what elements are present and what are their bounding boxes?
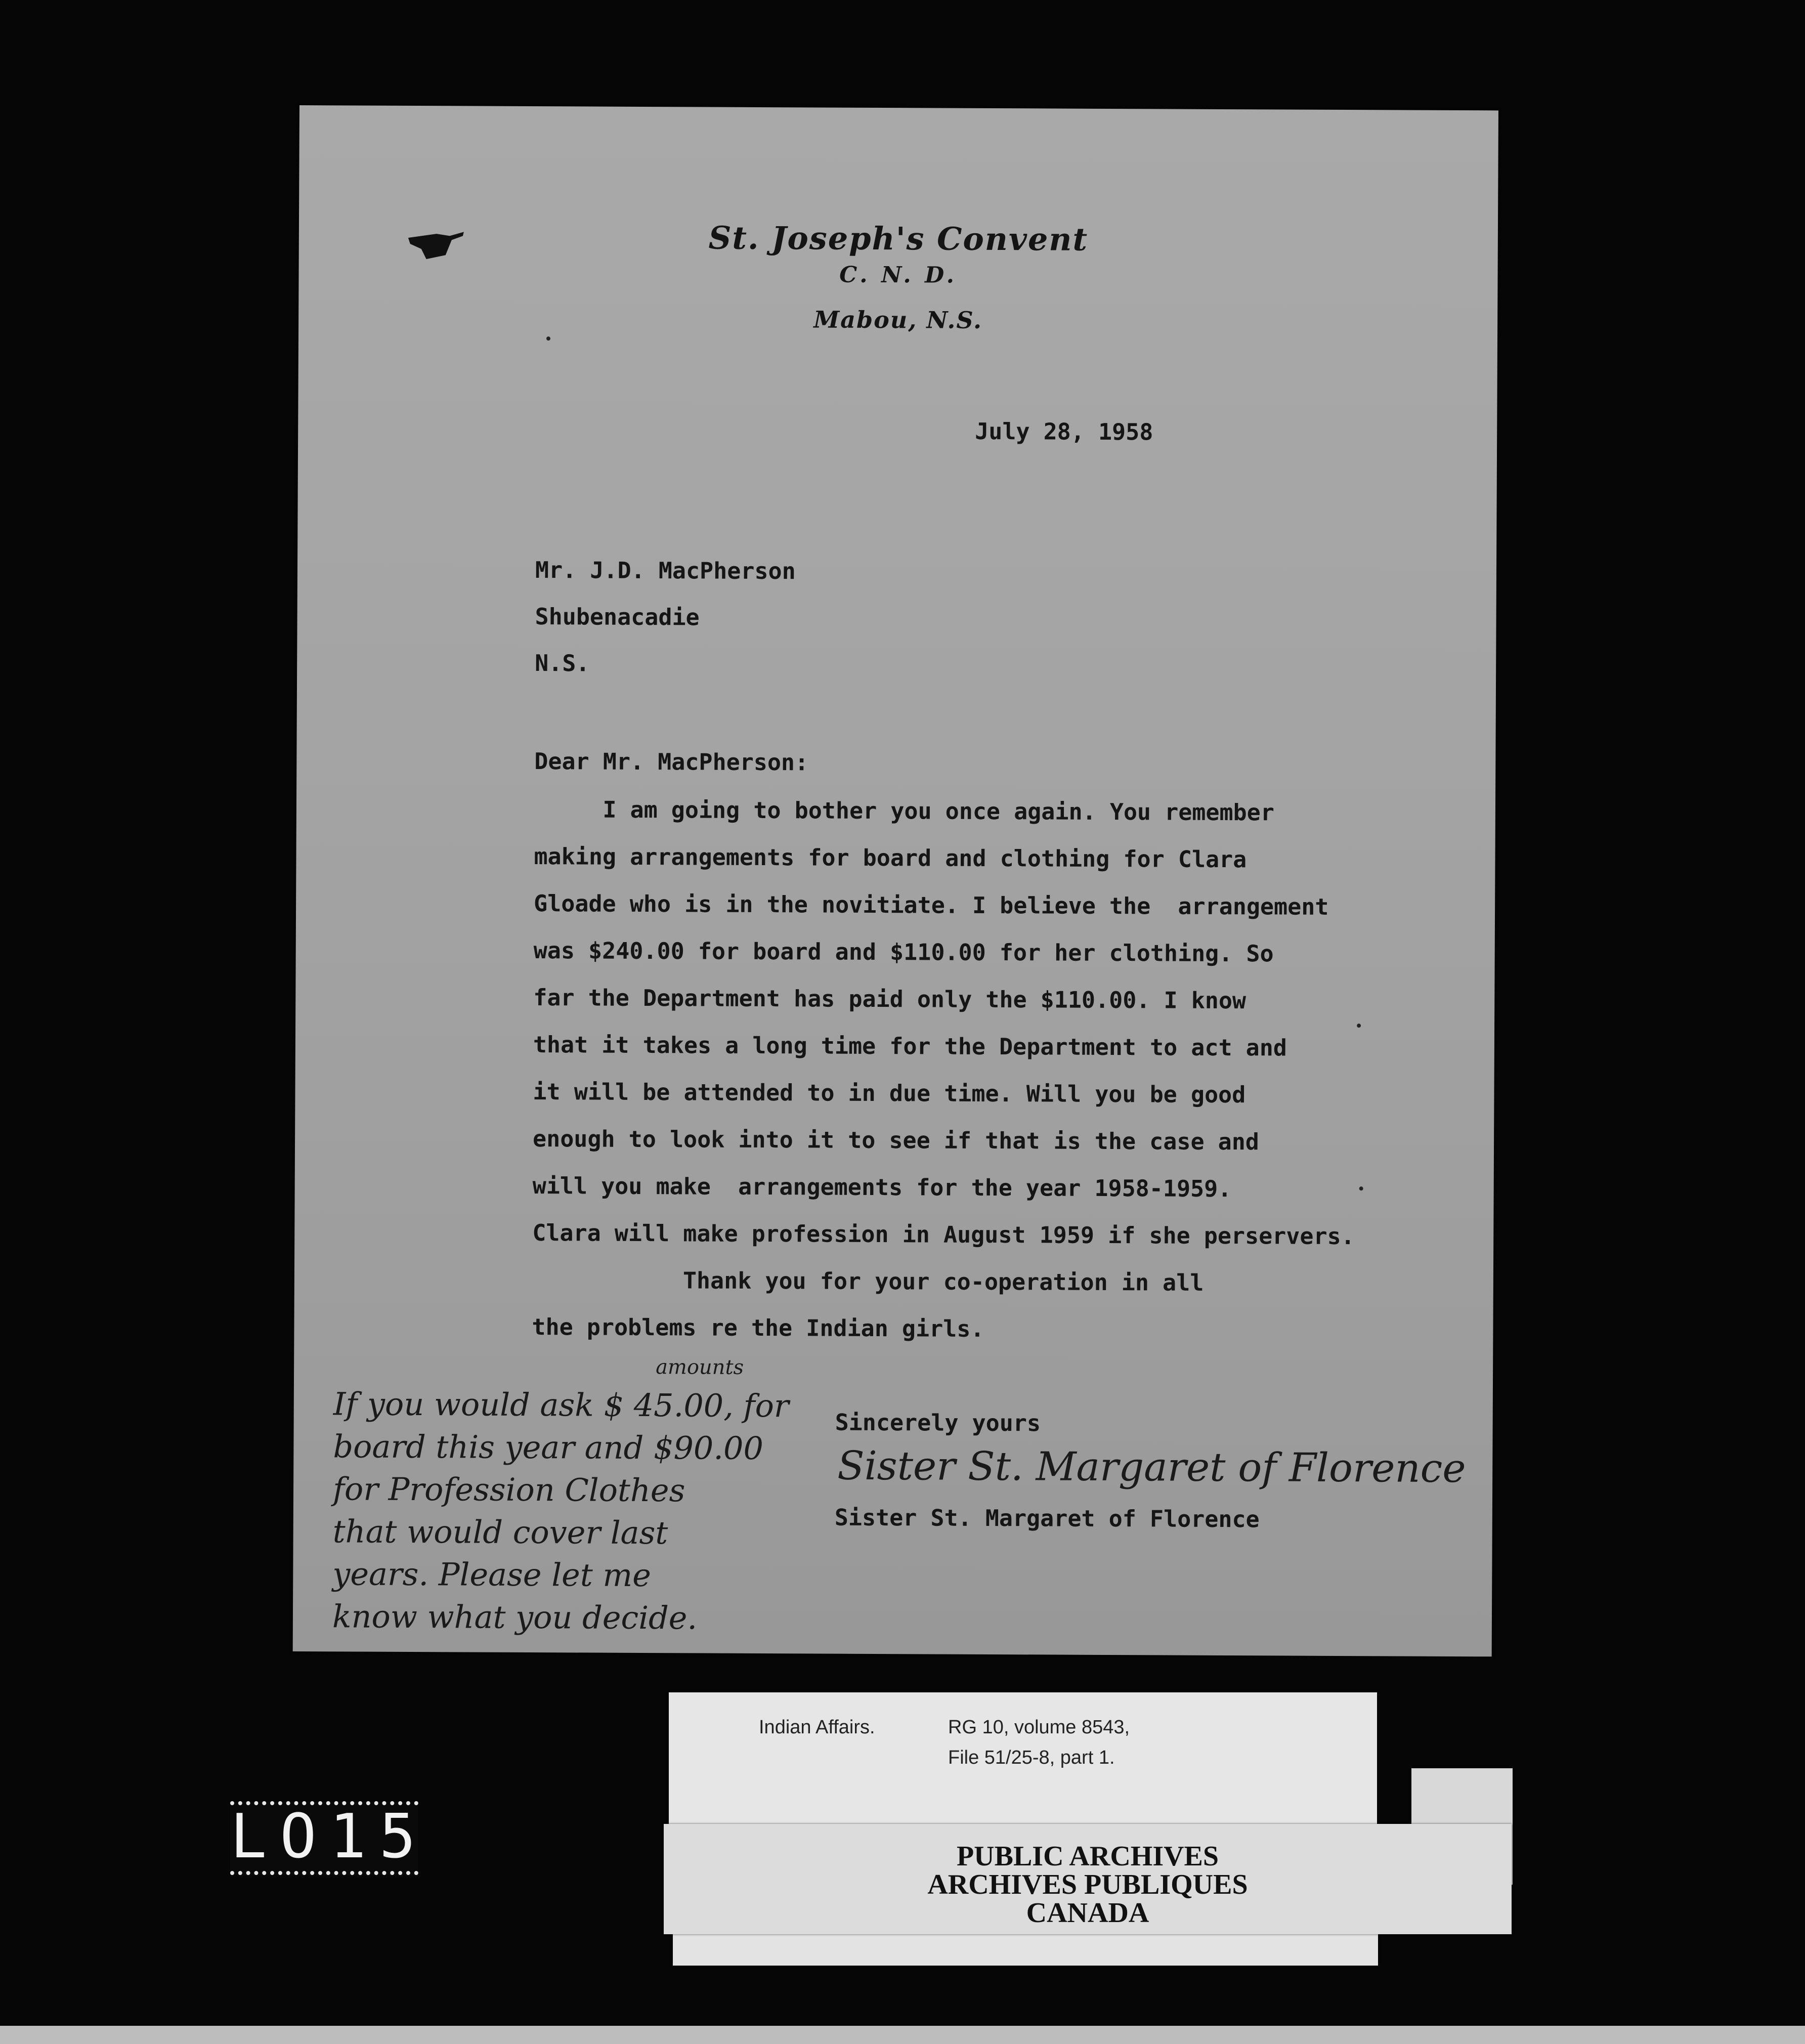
handwritten-note-line: that would cover last	[332, 1513, 668, 1552]
signature: Sister St. Margaret of Florence	[837, 1443, 1466, 1492]
body-line: it will be attended to in due time. Will you be good	[533, 1078, 1246, 1109]
handwritten-note-line: know what you decide.	[332, 1598, 698, 1637]
letterhead-place: Mabou, N.S.	[813, 306, 983, 334]
body-line: that it takes a long time for the Department to act and	[533, 1031, 1287, 1061]
body-line: making arrangements for board and clothing for Clara	[534, 843, 1247, 873]
handwritten-note-line: for Profession Clothes	[332, 1470, 685, 1509]
letterhead-order: C. N. D.	[839, 262, 958, 288]
archive-volume: RG 10, volume 8543,	[948, 1717, 1130, 1738]
letter-sheet	[293, 105, 1498, 1656]
speck	[1357, 1024, 1361, 1028]
archive-reference-label	[669, 1692, 1377, 1839]
handwritten-note-line: years. Please let me	[332, 1555, 652, 1594]
body-line: Clara will make profession in August 1959 if she perservers.	[532, 1219, 1355, 1250]
body-line: will you make arrangements for the year 1958-1959.	[532, 1172, 1232, 1203]
closing: Sincerely yours	[835, 1409, 1041, 1437]
body-line: was $240.00 for board and $110.00 for her clothing. So	[533, 937, 1274, 967]
archive-source: Indian Affairs.	[759, 1717, 875, 1738]
archives-label-line: CANADA	[1026, 1897, 1149, 1929]
body-line: Gloade who is in the novitiate. I believe the arrangement	[534, 890, 1329, 920]
body-line: far the Department has paid only the $110.00. I know	[533, 984, 1247, 1014]
public-archives-label	[664, 1824, 1512, 1934]
letterhead-name: St. Joseph's Convent	[708, 219, 1089, 258]
letter-date: July 28, 1958	[975, 417, 1153, 446]
speck	[1359, 1186, 1363, 1190]
body-line: enough to look into it to see if that is the case and	[532, 1125, 1260, 1156]
typed-name: Sister St. Margaret of Florence	[834, 1504, 1260, 1533]
handwritten-note-line: board this year and $90.00	[333, 1428, 764, 1467]
archives-label-line: ARCHIVES PUBLIQUES	[927, 1869, 1248, 1900]
film-edge	[0, 2026, 1805, 2044]
frame-number: LO15	[230, 1801, 418, 1875]
recipient-line: N.S.	[535, 650, 590, 677]
archive-file: File 51/25-8, part 1.	[948, 1747, 1115, 1768]
body-line: the problems re the Indian girls.	[532, 1313, 984, 1342]
speck	[546, 336, 550, 340]
body-line: Thank you for your co-operation in all	[532, 1266, 1204, 1296]
recipient-line: Mr. J.D. MacPherson	[535, 557, 796, 585]
salutation: Dear Mr. MacPherson:	[534, 748, 809, 776]
handwritten-note-line: If you would ask $ 45.00, for	[333, 1385, 789, 1425]
recipient-line: Shubenacadie	[535, 603, 700, 631]
body-line: I am going to bother you once again. You remember	[534, 796, 1275, 826]
handwritten-insert: amounts	[656, 1355, 744, 1379]
archives-label-line: PUBLIC ARCHIVES	[956, 1841, 1219, 1872]
